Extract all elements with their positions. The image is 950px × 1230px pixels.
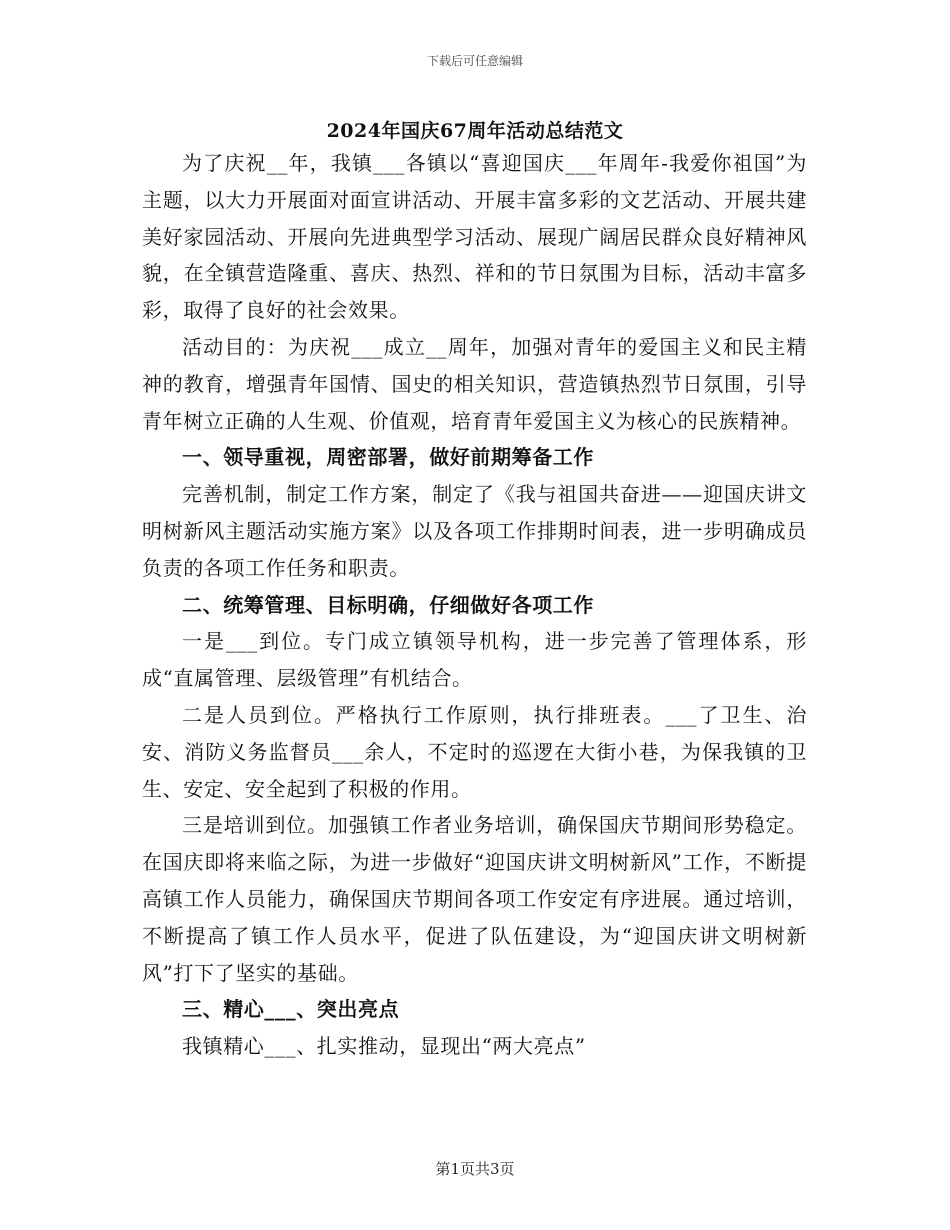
section-2-paragraph-1: 一是___到位。专门成立镇领导机构，进一步完善了管理体系，形成“直属管理、层级管理”有机结合。 <box>142 629 807 691</box>
page-header-note: 下载后可任意编辑 <box>426 54 523 68</box>
document-title: 2024年国庆67周年活动总结范文 <box>326 120 624 142</box>
page-number: 第1页共3页 <box>435 1160 515 1178</box>
intro-paragraph: 为了庆祝__年，我镇___各镇以“喜迎国庆___年周年-我爱你祖国”为主题，以大力开展面对面宣讲活动、开展丰富多彩的文艺活动、开展共建美好家园活动、开展向先进典型学习活动、展现广阔居民群众良好精神风貌，在全镇营造隆重、喜庆、热烈、祥和的节日氛围为目标，活动丰富多彩，取得了良好的社会效果。 <box>142 151 807 323</box>
section-2-paragraph-2: 二是人员到位。严格执行工作原则，执行排班表。___了卫生、治安、消防义务监督员___余人，不定时的巡逻在大街小巷，为保我镇的卫生、安定、安全起到了积极的作用。 <box>142 702 807 801</box>
document-body <box>142 145 807 1065</box>
section-3-paragraph: 我镇精心___、扎实推动，显现出“两大亮点” <box>182 1034 586 1059</box>
section-2-paragraph-3: 三是培训到位。加强镇工作者业务培训，确保国庆节期间形势稳定。在国庆即将来临之际，为进一步做好“迎国庆讲文明树新风”工作，不断提高镇工作人员能力，确保国庆节期间各项工作安定有序进展。通过培训，不断提高了镇工作人员水平，促进了队伍建设，为“迎国庆讲文明树新风”打下了坚实的基础。 <box>142 813 807 985</box>
section-heading-1: 一、领导重视，周密部署，做好前期筹备工作 <box>182 445 594 470</box>
section-heading-2: 二、统筹管理、目标明确，仔细做好各项工作 <box>182 592 594 617</box>
section-heading-3: 三、精心___、突出亮点 <box>182 997 400 1022</box>
section-1-paragraph: 完善机制，制定工作方案，制定了《我与祖国共奋进——迎国庆讲文明树新风主题活动实施方案》以及各项工作排期时间表，进一步明确成员负责的各项工作任务和职责。 <box>142 482 807 580</box>
purpose-paragraph: 活动目的：为庆祝___成立__周年，加强对青年的爱国主义和民主精神的教育，增强青年国情、国史的相关知识，营造镇热烈节日氛围，引导青年树立正确的人生观、价值观，培育青年爱国主义为核心的民族精神。 <box>142 334 807 433</box>
